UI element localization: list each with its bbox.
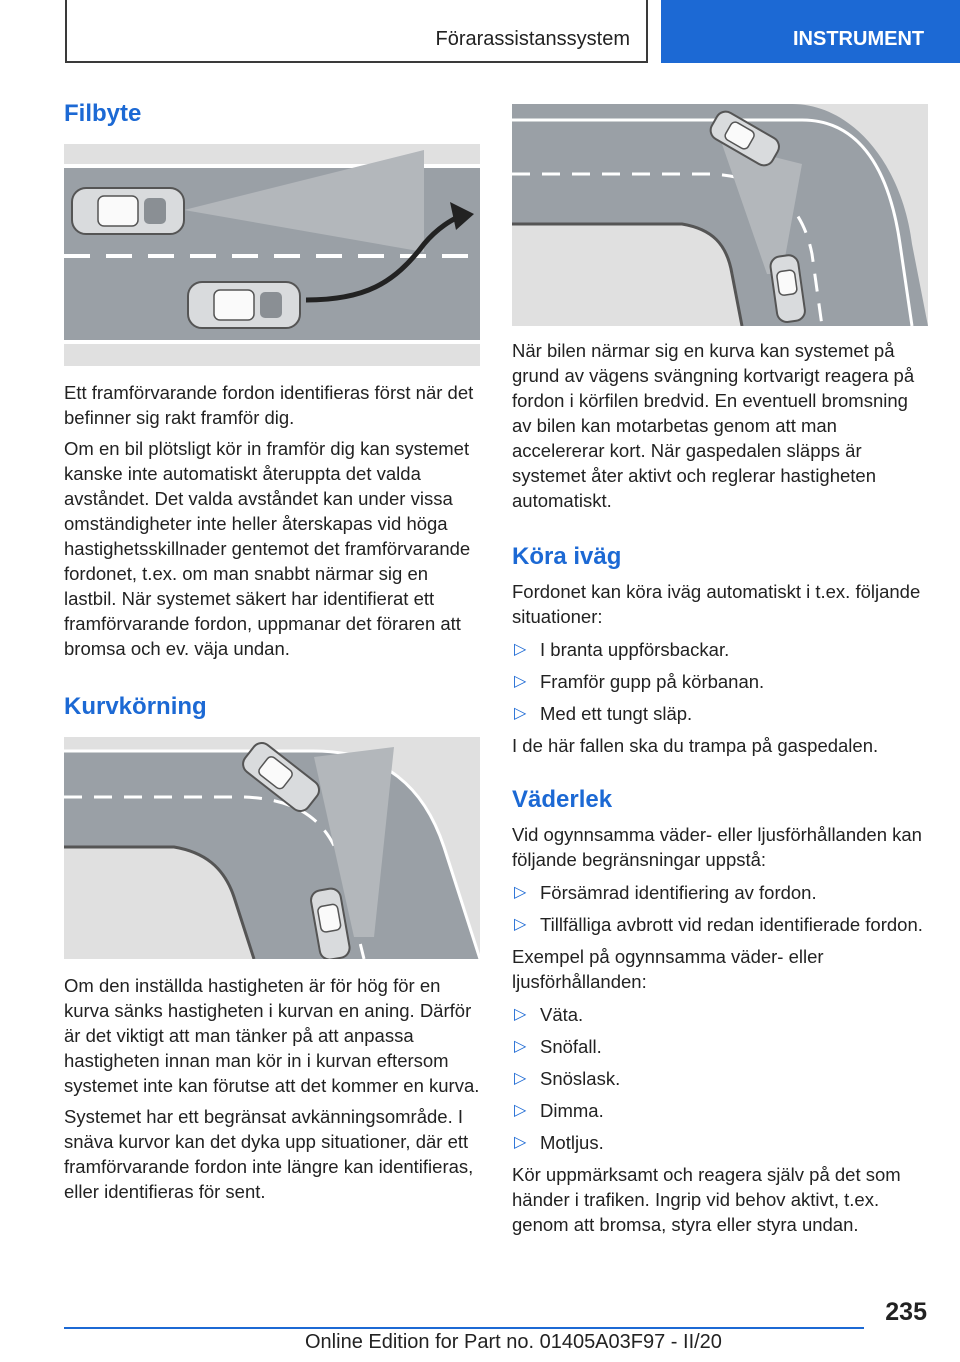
footer-divider xyxy=(64,1327,864,1329)
list-item: ▷ Dimma. xyxy=(514,1100,604,1121)
page-number: 235 xyxy=(885,1298,927,1326)
triangle-bullet-icon: ▷ xyxy=(514,1070,527,1087)
paragraph: Om den inställda hastigheten är för hög för en kurva sänks hastigheten i kurvan en aning. Därför är det viktigt att man tänker på att anpassa hastigheten innan man kör in i kurvan eftersom systemet inte kan förutse att det kommer en kurva. xyxy=(64,975,480,1096)
header-tab-label: INSTRUMENT xyxy=(793,28,925,50)
paragraph: Ett framförvarande fordon identifieras först när det befinner sig rakt framför dig. xyxy=(64,382,474,428)
triangle-bullet-icon: ▷ xyxy=(514,641,527,658)
list-weather-examples xyxy=(512,1002,928,1155)
triangle-bullet-icon: ▷ xyxy=(514,1038,527,1055)
figure-curve-adjacent-lane xyxy=(512,104,928,326)
list-kora-ivag xyxy=(512,637,928,726)
car-front xyxy=(72,188,184,234)
figure-lane-change xyxy=(64,144,480,366)
list-item: ▷ Med ett tungt släp. xyxy=(514,703,693,724)
paragraph: Om en bil plötsligt kör in framför dig kan systemet kanske inte automatiskt återuppta det valda avståndet. Det valda avståndet kan under vissa omständigheter inte heller återskapas vid höga hastighetsskillnader gentemot det framförvarande fordonet, t.ex. om man snabbt närmar sig en lastbil. När systemet säkert har identifierat ett framförvarande fordon, uppmanar det föraren att bromsa och ev. väja undan. xyxy=(64,438,471,659)
header-box xyxy=(65,0,648,63)
heading-filbyte: Filbyte xyxy=(64,100,142,127)
triangle-bullet-icon: ▷ xyxy=(514,673,527,690)
triangle-bullet-icon: ▷ xyxy=(514,1134,527,1151)
car-own xyxy=(188,282,300,328)
paragraph: Exempel på ogynnsamma väder- eller ljusförhållanden: xyxy=(512,946,824,992)
paragraph: I de här fallen ska du trampa på gaspedalen. xyxy=(512,735,879,756)
list-item: ▷ Snöslask. xyxy=(514,1068,621,1089)
heading-vaderlek: Väderlek xyxy=(512,786,613,813)
list-item: ▷ I branta uppförsbackar. xyxy=(514,639,730,660)
triangle-bullet-icon: ▷ xyxy=(514,1102,527,1119)
list-item: ▷ Väta. xyxy=(514,1004,584,1025)
heading-kora-ivag: Köra iväg xyxy=(512,543,622,570)
list-vaderlek xyxy=(512,880,928,937)
paragraph: Kör uppmärksamt och reagera själv på det som händer i trafiken. Ingrip vid behov aktivt, t.ex. genom att bromsa, styra eller styra undan. xyxy=(512,1164,901,1235)
list-item: ▷ Framför gupp på körbanan. xyxy=(514,671,765,692)
left-column xyxy=(64,100,480,1210)
triangle-bullet-icon: ▷ xyxy=(514,884,527,901)
paragraph: När bilen närmar sig en kurva kan systemet på grund av vägens svängning kortvarigt reagera på fordon i körfilen bredvid. En eventuell bromsning av bilen kan motarbetas genom att man accelererar kort. När gaspedalen släpps är systemet åter aktivt och reglerar hastigheten automatiskt. xyxy=(512,340,915,511)
list-item: ▷ Tillfälliga avbrott vid redan identifierade fordon. xyxy=(514,914,923,935)
triangle-bullet-icon: ▷ xyxy=(514,916,527,933)
figure-curve-driving xyxy=(64,737,480,959)
header-tab[interactable] xyxy=(661,0,960,63)
list-item: ▷ Motljus. xyxy=(514,1132,604,1153)
paragraph: Fordonet kan köra iväg automatiskt i t.ex. följande situationer: xyxy=(512,581,921,627)
list-item: ▷ Snöfall. xyxy=(514,1036,602,1057)
list-item: ▷ Försämrad identifiering av fordon. xyxy=(514,882,817,903)
header-section-title: Förarassistanssystem xyxy=(435,28,630,50)
heading-kurvkorning: Kurvkörning xyxy=(64,693,207,720)
right-column xyxy=(512,104,928,1243)
triangle-bullet-icon: ▷ xyxy=(514,705,527,722)
triangle-bullet-icon: ▷ xyxy=(514,1006,527,1023)
paragraph: Systemet har ett begränsat avkänningsområde. I snäva kurvor kan det dyka upp situationer, där ett framförvarande fordon inte längre kan identifieras, eller identifieras för sent. xyxy=(64,1106,474,1202)
paragraph: Vid ogynnsamma väder- eller ljusförhållanden kan följande begränsningar uppstå: xyxy=(512,824,922,870)
footer-edition: Online Edition for Part no. 01405A03F97 - II/20 xyxy=(305,1331,722,1353)
